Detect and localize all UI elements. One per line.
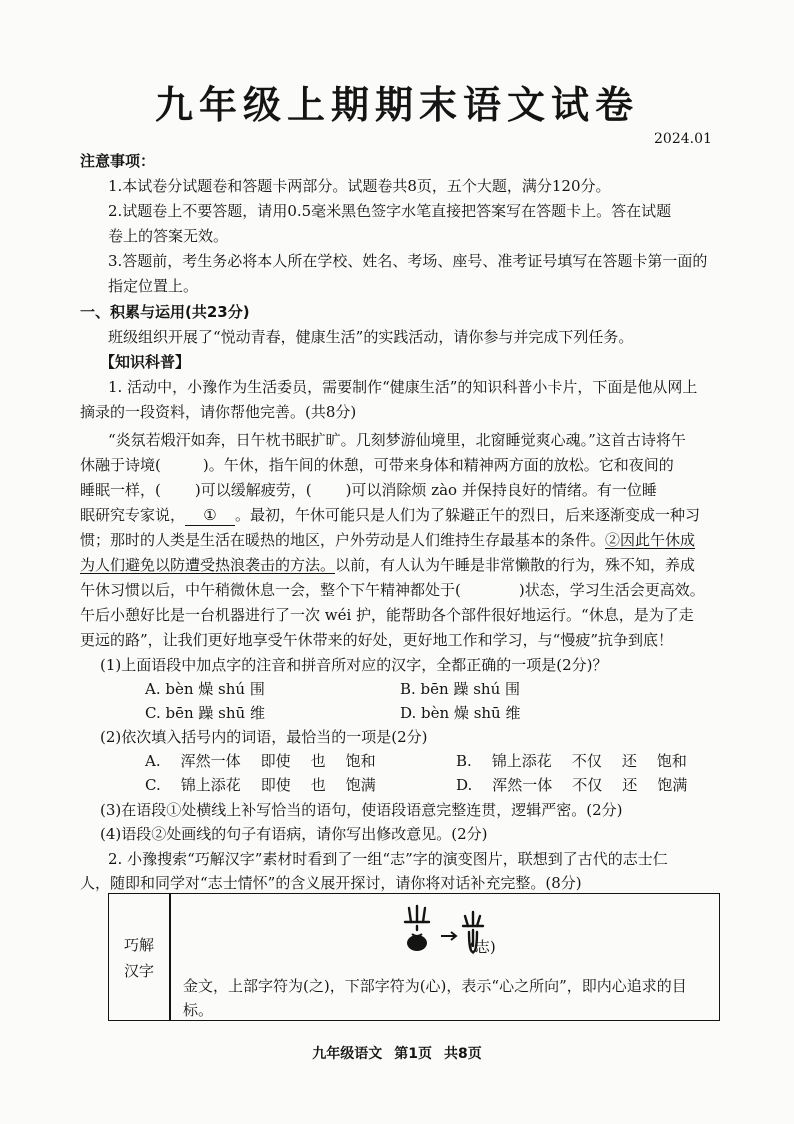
- passage-line: “炎氛若煅汗如奔，日午枕书眠扩旷。几刻梦游仙境里，北窗睡觉爽心魂。”这首古诗将午: [108, 431, 686, 449]
- underlined-sentence: 为人们避免以防遭受热浪袭击的方法。: [80, 556, 336, 574]
- option-c: C. 锦上添花 即使 也 饱满: [145, 776, 376, 794]
- subsection-heading: 【知识科普】: [100, 353, 191, 371]
- notice-item: 1.本试卷分试题卷和答题卡两部分。试题卷共8页，五个大题，满分120分。: [108, 177, 611, 195]
- notice-item: 3.答题前，考生务必将本人所在学校、姓名、考场、座号、准考证号填写在答题卡第一面的: [108, 252, 708, 270]
- option-b: B. 锦上添花 不仅 还 饱和: [456, 752, 687, 770]
- zhi-character-evolution-icon: [389, 902, 519, 962]
- section-heading: 一、积累与运用(共23分): [80, 303, 250, 321]
- passage-line: 为人们避免以防遭受热浪袭击的方法。以前，有人认为午睡是非常懒散的行为，殊不知，养成: [80, 556, 696, 574]
- passage-line: 午休习惯以后，中午稍微休息一会，整个下午精神都处于( )状态，学习生活会更高效。: [80, 581, 705, 599]
- passage-line: 午后小憩好比是一台机器进行了一次 wéi 护，能帮助各个部件很好地运行。“休息，是为了走: [80, 606, 694, 624]
- notice-item: 2.试题卷上不要答题，请用0.5毫米黑色签字水笔直接把答案写在答题卡上。答在试题: [108, 202, 672, 220]
- section-intro: 班级组织开展了“悦动青春，健康生活”的实践活动，请你参与并完成下列任务。: [108, 328, 634, 346]
- option-c: C. bēn 躁 shū 维: [145, 704, 265, 722]
- page-footer: 九年级语文 第1页 共8页: [312, 1046, 482, 1062]
- notice-item: 指定位置上。: [108, 277, 199, 295]
- glyph-caption: (志): [469, 938, 496, 956]
- question-1-stem: 摘录的一段资料，请你帮他完善。(共8分): [80, 403, 357, 421]
- passage-line: 更远的路”，让我们更好地享受午休带来的好处，更好地工作和学习，与“慢疲”抗争到底！: [80, 631, 674, 649]
- underlined-sentence: ②因此午休成: [605, 531, 696, 549]
- question-1-stem: 1. 活动中，小豫作为生活委员，需要制作“健康生活”的知识科普小卡片，下面是他从网上: [108, 378, 698, 396]
- passage-line: 惯；那时的人类是生活在暖热的地区，户外劳动是人们维持生存最基本的条件。②因此午休成: [80, 531, 696, 549]
- sub-question-1: (1)上面语段中加点字的注音和拼音所对应的汉字，全都正确的一项是(2分)？: [100, 656, 608, 674]
- sub-question-3: (3)在语段①处横线上补写恰当的语句，使语段语意完整连贯，逻辑严密。(2分): [100, 801, 623, 819]
- passage-line: 睡眠一样，( )可以缓解疲劳，( )可以消除烦 zào 并保持良好的情绪。有一位睡: [80, 481, 657, 499]
- table-label: 巧解 汉字: [123, 936, 154, 980]
- notice-heading: 注意事项：: [80, 152, 156, 170]
- question-2-stem: 2. 小豫搜索“巧解汉字”素材时看到了一组“志”字的演变图片，联想到了古代的志士仁: [108, 850, 668, 868]
- sub-question-4: (4)语段②处画线的句子有语病，请你写出修改意见。(2分): [100, 825, 488, 843]
- question-2-stem: 人，随即和同学对“志士情怀”的含义展开探讨，请你将对话补充完整。(8分): [80, 874, 582, 892]
- passage-line: 眠研究专家说， ① 。最初，午休可能只是人们为了躲避正午的烈日，后来逐渐变成一种习: [80, 506, 701, 524]
- notice-item: 卷上的答案无效。: [108, 227, 229, 245]
- character-table: [108, 893, 720, 1021]
- table-explanation: 金文，上部字符为(之)，下部字符为(心)，表示“心之所向”，即内心追求的目标。: [183, 977, 687, 1019]
- passage-line: 休融于诗境( )。午休，指午间的休憩，可带来身体和精神两方面的放松。它和夜间的: [80, 456, 674, 474]
- page-title: 九年级上期期末语文试卷: [154, 83, 639, 127]
- option-a: A. 浑然一体 即使 也 饱和: [145, 752, 376, 770]
- table-divider: [169, 894, 171, 1020]
- option-b: B. bēn 躁 shú 围: [400, 680, 521, 698]
- option-d: D. 浑然一体 不仅 还 饱满: [456, 776, 688, 794]
- option-d: D. bèn 燥 shū 维: [400, 704, 521, 722]
- option-a: A. bèn 燥 shú 围: [145, 680, 265, 698]
- exam-date: 2024.01: [654, 131, 712, 147]
- blank-1: ①: [185, 505, 235, 526]
- sub-question-2: (2)依次填入括号内的词语，最恰当的一项是(2分): [100, 728, 428, 746]
